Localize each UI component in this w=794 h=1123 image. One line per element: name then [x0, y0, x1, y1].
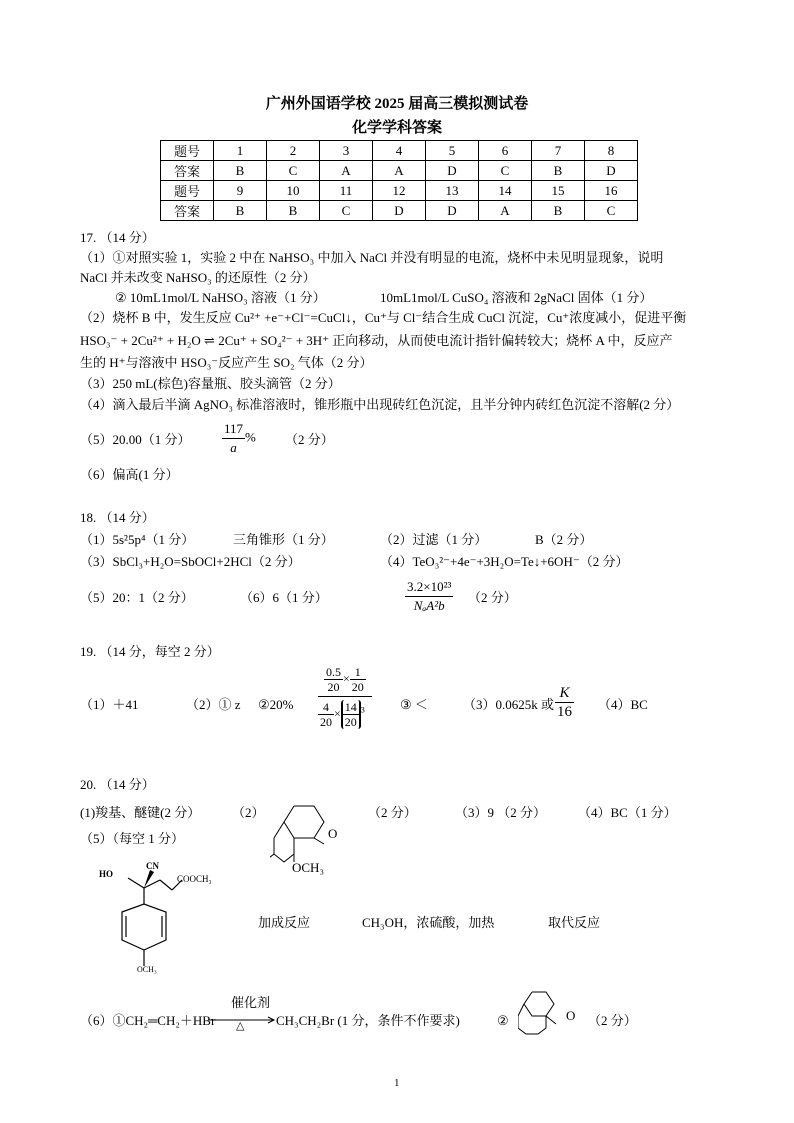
table-cell: 8 — [585, 141, 638, 161]
table-cell: C — [585, 201, 638, 221]
reaction-condition: CH₃OH，浓硫酸，加热 — [362, 915, 495, 930]
q17-fraction: $\frac{117}{a}$ % — [224, 421, 256, 455]
methoxy-label: OCH₃ — [137, 965, 157, 974]
table-row — [161, 201, 638, 221]
q17-line: HSO₃⁻ + 2Cu²⁺ + H₂O ⇌ 2Cu⁺ + SO₄²⁻ + 3H⁺ 正向移动，从而使电流计指针偏转较大；烧杯 A 中，反应产 — [80, 333, 673, 348]
table-cell: B — [267, 201, 320, 221]
q19-k-fraction: $\frac{K}{16}$ — [557, 685, 572, 720]
q20-answer: （4）BC（1 分） — [578, 805, 677, 820]
q19-heading: 19. （14 分，每空 2 分） — [80, 644, 220, 659]
q17-line: （4）滴入最后半滴 AgNO₃ 标准溶液时，锥形瓶中出现砖红色沉淀，且半分钟内砖红色沉淀不溶解(2 分） — [80, 397, 680, 412]
q18-score: （2 分） — [468, 590, 517, 605]
q19-complex-fraction: $\frac{0.5}{20}$ × $\frac{1}{20}$ $\frac{4}{20}$ × $\frac{14}{20}$ $^3$ — [318, 665, 372, 729]
heat-symbol: △ — [236, 1020, 245, 1032]
q20-heading: 20. （14 分） — [80, 777, 155, 792]
reaction-type: 加成反应 — [258, 915, 311, 930]
reaction-type: 取代反应 — [548, 915, 601, 930]
table-cell: 2 — [267, 141, 320, 161]
table-cell: D — [426, 161, 479, 181]
table-cell: A — [320, 161, 373, 181]
q19-answer: （1）＋41 — [80, 697, 139, 712]
q19-answer: ②20% — [258, 697, 294, 712]
q19-answer: （2）① z — [186, 697, 241, 712]
table-row — [161, 141, 638, 161]
q20-answer: （5）（每空 1 分） — [80, 831, 185, 846]
cyano-label: CN — [146, 861, 159, 871]
table-cell: 7 — [532, 141, 585, 161]
table-row — [161, 161, 638, 181]
table-cell: C — [267, 161, 320, 181]
table-cell: 1 — [214, 141, 267, 161]
table-cell: 10 — [267, 181, 320, 201]
q17-line: （5）20.00（1 分） — [80, 432, 191, 447]
q17-score: （2 分） — [285, 432, 334, 447]
q17-line: 生的 H⁺与溶液中 HSO₃⁻反应产生 SO₂ 气体（2 分） — [80, 355, 373, 370]
q18-answer: 三角锥形（1 分） — [233, 532, 334, 547]
q19-answer: ③ ＜ — [400, 697, 428, 712]
ester-label: COOCH₃ — [177, 874, 212, 884]
row-label: 题号 — [161, 181, 214, 201]
q18-answer: （2）过滤（1 分） — [380, 532, 488, 547]
table-cell: 6 — [479, 141, 532, 161]
doc-subtitle: 化学学科答案 — [351, 120, 442, 136]
table-cell: 9 — [214, 181, 267, 201]
table-cell: 3 — [320, 141, 373, 161]
table-cell: 13 — [426, 181, 479, 201]
table-cell: 11 — [320, 181, 373, 201]
table-cell: B — [532, 201, 585, 221]
methoxy-label: OCH₃ — [292, 860, 324, 875]
q17-line: （2）烧杯 B 中，发生反应 Cu²⁺ +e⁻+Cl⁻=CuCl↓，Cu⁺与 Cl⁻结合生成 CuCl 沉淀，Cu⁺浓度减小，促进平衡 — [80, 310, 687, 325]
table-row — [161, 181, 638, 201]
table-cell: D — [585, 161, 638, 181]
q20-answer: (1)羧基、醚键(2 分） — [80, 805, 201, 820]
table-cell: 14 — [479, 181, 532, 201]
q20-score: （2 分） — [588, 1013, 637, 1028]
q20-answer: ② — [497, 1013, 509, 1028]
table-cell: D — [426, 201, 479, 221]
q19-answer: （4）BC — [598, 697, 648, 712]
table-cell: B — [532, 161, 585, 181]
q18-answer: B（2 分） — [535, 532, 593, 547]
tetralone-structure-2 — [518, 990, 576, 1035]
q18-answer: （6）6（1 分） — [240, 590, 328, 605]
q18-answer: （5）20：1（2 分） — [80, 590, 194, 605]
catalyst-label: 催化剂 — [231, 995, 271, 1010]
row-label: 答案 — [161, 201, 214, 221]
q17-line: （1）①对照实验 1，实验 2 中在 NaHSO₃ 中加入 NaCl 并没有明显的电流，烧杯中未见明显现象，说明 — [80, 250, 664, 265]
q20-answer: （2） — [232, 805, 265, 820]
table-cell: D — [373, 201, 426, 221]
table-cell: A — [479, 201, 532, 221]
table-cell: 5 — [426, 141, 479, 161]
q18-answer: （1）5s²5p⁴（1 分） — [80, 532, 195, 547]
table-cell: 4 — [373, 141, 426, 161]
row-label: 答案 — [161, 161, 214, 181]
q18-answer: （3）SbCl₃+H₂O=SbOCl+2HCl（2 分） — [80, 554, 301, 569]
q20-answer: （2 分） — [368, 805, 417, 820]
carbonyl-oxygen-label: O — [566, 1008, 576, 1023]
q18-answer: （4）TeO₃²⁻+4e⁻+3H₂O=Te↓+6OH⁻（2 分） — [380, 554, 629, 569]
table-cell: B — [214, 201, 267, 221]
q19-answer: （3）0.0625k 或 — [463, 697, 555, 712]
q17-line: ② 10mL1mol/L NaHSO₃ 溶液（1 分） — [115, 290, 326, 305]
q20-equation-left: （6）①CH₂═CH₂＋HBr — [80, 1013, 216, 1028]
q17-line: NaCl 并未改变 NaHSO₃ 的还原性（2 分） — [80, 270, 316, 285]
table-cell: 16 — [585, 181, 638, 201]
q20-equation-right: CH₃CH₂Br (1 分，条件不作要求) — [276, 1013, 460, 1028]
q18-heading: 18. （14 分） — [80, 510, 155, 525]
q17-line: 10mL1mol/L CuSO₄ 溶液和 2gNaCl 固体（1 分） — [380, 290, 653, 305]
answer-table — [160, 140, 638, 221]
table-cell: 15 — [532, 181, 585, 201]
carbonyl-oxygen-label: O — [328, 826, 338, 841]
q18-fraction: $\frac{\text{3.2×10²³}}{\text{NₐA²b}}$ — [407, 579, 452, 613]
table-cell: A — [373, 161, 426, 181]
table-cell: 12 — [373, 181, 426, 201]
q17-heading: 17. （14 分） — [80, 230, 155, 245]
page-number: 1 — [394, 1077, 400, 1089]
hydroxyl-label: HO — [99, 869, 114, 879]
doc-title: 广州外国语学校 2025 届高三模拟测试卷 — [265, 96, 529, 112]
q17-line: （3）250 mL(棕色)容量瓶、胶头滴管（2 分） — [80, 376, 341, 391]
q20-answer: （3）9 （2 分） — [455, 805, 547, 820]
q17-line: （6）偏高(1 分） — [80, 467, 179, 482]
table-cell: B — [214, 161, 267, 181]
table-cell: C — [320, 201, 373, 221]
row-label: 题号 — [161, 141, 214, 161]
table-cell: C — [479, 161, 532, 181]
